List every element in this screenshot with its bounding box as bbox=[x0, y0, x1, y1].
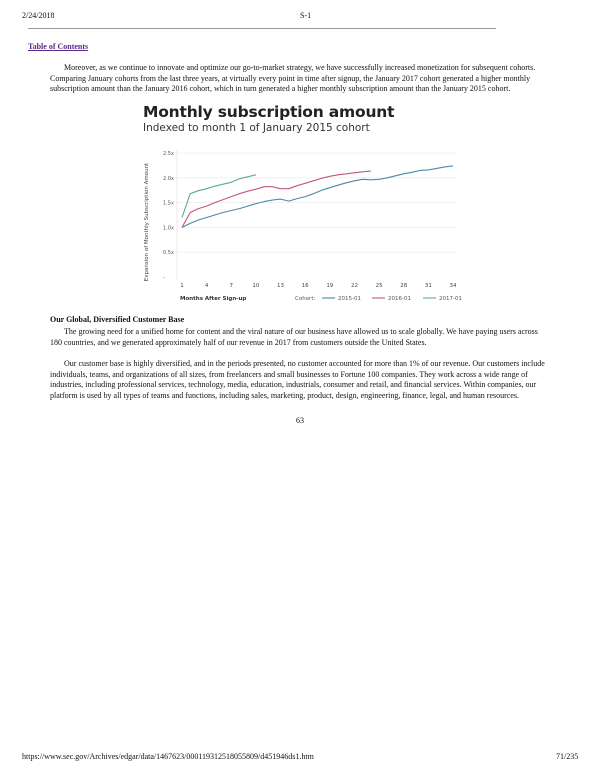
header-title: S-1 bbox=[300, 11, 312, 20]
chart-title: Monthly subscription amount bbox=[143, 103, 395, 121]
chart-legend bbox=[295, 296, 462, 302]
footer-page-count: 71/235 bbox=[556, 752, 579, 761]
y-axis-ticks bbox=[163, 151, 174, 281]
x-axis-label: Months After Sign-up bbox=[180, 296, 247, 302]
x-tick-label: 16 bbox=[301, 283, 309, 289]
x-tick-label: 7 bbox=[229, 283, 234, 289]
legend-title: Cohort: bbox=[295, 296, 316, 302]
footer-url: https://www.sec.gov/Archives/edgar/data/1467623/000119312518055809/d451946ds1.htm bbox=[22, 752, 314, 761]
line-chart bbox=[0, 0, 600, 320]
chart-grid bbox=[177, 150, 456, 279]
x-tick-label: 10 bbox=[252, 283, 260, 289]
x-tick-label: 13 bbox=[277, 283, 285, 289]
page-number: 63 bbox=[296, 416, 304, 425]
x-tick-label: 25 bbox=[375, 283, 383, 289]
header-date: 2/24/2018 bbox=[22, 11, 55, 20]
y-tick-label: 2.0x bbox=[163, 175, 174, 182]
y-tick-label: 1.5x bbox=[163, 200, 174, 207]
y-tick-label: 1.0x bbox=[163, 225, 174, 232]
y-axis-label: Expansion of Monthly Subscription Amount bbox=[144, 162, 150, 282]
paragraph-diversified: Our customer base is highly diversified, and in the periods presented, no customer accounted for more than 1% of our revenue. Our customers include individuals, teams, and organizations of all sizes, from freelancers and small businesses to Fortune 100 companies. They work across a wide range of industries, including professional services, technology, media, education, industrials, consumer and retail, and financial services. Within companies, our platform is used by all types of teams and functions, including sales, marketing, product, design, engineering, finance, legal, and human resources. bbox=[50, 359, 545, 400]
chart-subtitle: Indexed to month 1 of January 2015 cohort bbox=[143, 122, 370, 134]
section-heading: Our Global, Diversified Customer Base bbox=[50, 315, 185, 324]
y-tick-label: 2.5x bbox=[163, 151, 174, 157]
legend-label: 2015-01 bbox=[338, 296, 361, 302]
legend-label: 2016-01 bbox=[388, 296, 411, 302]
x-tick-label: 19 bbox=[326, 283, 334, 289]
x-tick-label: 4 bbox=[204, 283, 209, 289]
chart-series bbox=[182, 166, 453, 228]
legend-label: 2017-01 bbox=[439, 296, 462, 302]
paragraph-monetization: Moreover, as we continue to innovate and optimize our go-to-market strategy, we have successfully increased monetization for subsequent cohorts. Comparing January cohorts from the last three years, at virtually every point in time after signup, the January 2017 cohort generated a higher monthly subscription amount than the January 2016 cohort, which in turn generated a higher monthly subscription amount than the January 2015 cohort. bbox=[50, 63, 536, 93]
x-tick-label: 28 bbox=[400, 283, 408, 289]
paragraph-global: The growing need for a unified home for content and the viral nature of our business have allowed us to scale globally. We have paying users across 180 countries, and we generated approximately half of our revenue in 2017 from customers outside the United States. bbox=[50, 327, 538, 347]
series-line-2015-01 bbox=[182, 166, 453, 228]
x-tick-label: 1 bbox=[180, 283, 184, 289]
x-tick-label: 22 bbox=[350, 283, 358, 289]
y-tick-label: - bbox=[163, 275, 165, 281]
table-of-contents-link[interactable]: Table of Contents bbox=[28, 42, 89, 51]
y-tick-label: 0.5x bbox=[163, 250, 174, 257]
x-tick-label: 31 bbox=[424, 283, 432, 289]
x-tick-label: 34 bbox=[449, 283, 457, 289]
x-axis-ticks bbox=[180, 283, 457, 289]
